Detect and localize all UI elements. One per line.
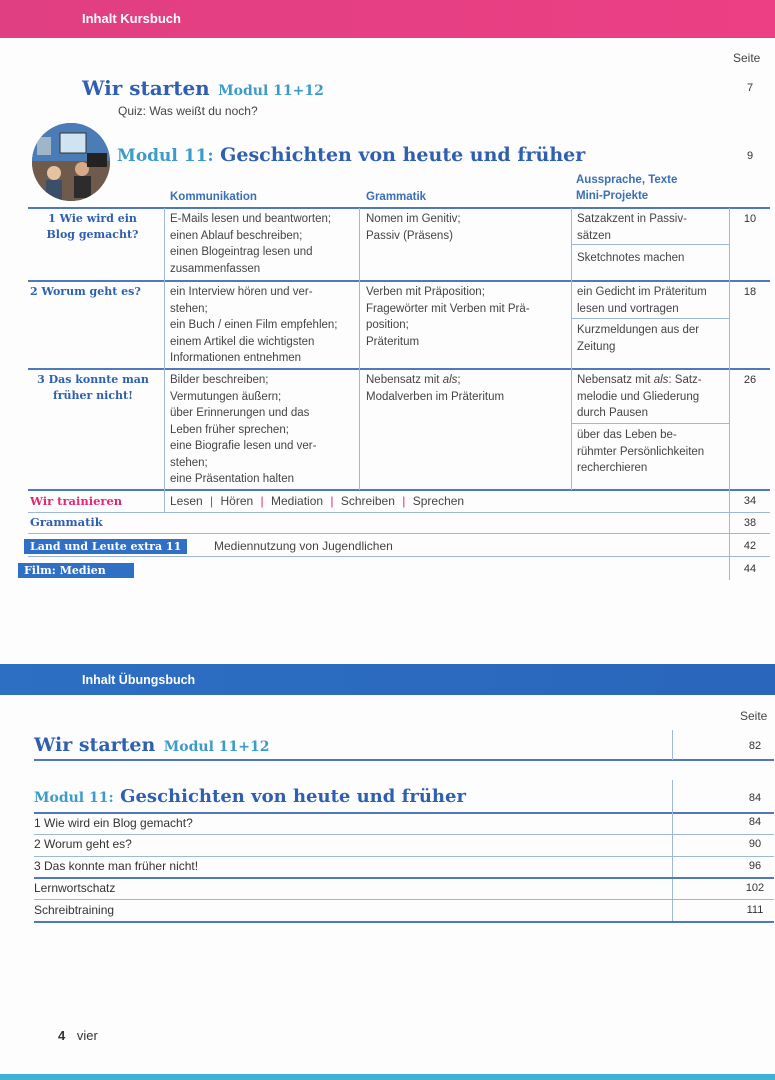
col-header-mini-projekte: Mini-Projekte (576, 190, 649, 202)
row-rule-4 (28, 512, 770, 513)
cell-line: sätzen (577, 229, 611, 242)
col-divider-2 (359, 208, 360, 490)
cell-line: einen Blogeintrag lesen und (170, 246, 313, 258)
land-und-leute-page: 42 (743, 540, 757, 552)
ub-row-rule (34, 899, 774, 900)
skill-mediation[interactable]: Mediation (271, 494, 324, 508)
separator: | (260, 494, 264, 508)
cell-line: Bilder beschreiben; (170, 374, 269, 386)
lesson-2-aussprache (577, 284, 707, 317)
land-und-leute-label[interactable]: Land und Leute extra 11 (24, 539, 187, 554)
lesson-1-page: 10 (743, 213, 757, 225)
ub-row-1-page: 84 (748, 816, 762, 828)
grammatik-label[interactable]: Grammatik (30, 515, 103, 529)
lesson-1-aussprache (577, 211, 687, 244)
text-run: : Satz- (668, 374, 702, 386)
modul-11-heading[interactable] (117, 144, 585, 166)
wir-starten-page: 7 (746, 82, 754, 94)
film-label[interactable]: Film: Medien (18, 563, 134, 578)
modul-11-page: 9 (746, 150, 754, 162)
ub-row-schreibtraining-page: 111 (746, 904, 764, 916)
row-rule-5 (28, 533, 770, 534)
skill-hoeren[interactable]: Hören (220, 494, 254, 508)
lesson-3-aussprache (577, 372, 702, 422)
ub-wir-starten-heading[interactable] (34, 734, 269, 756)
ub-row-schreibtraining[interactable]: Schreibtraining (34, 903, 115, 917)
lesson-2-title-line-1: 2 Worum geht es? (30, 285, 141, 298)
ub-modul-rule (34, 812, 774, 814)
ub-row-3-page: 96 (748, 860, 762, 872)
cell-line: recherchieren (577, 462, 648, 474)
italic-als: als (442, 374, 458, 386)
cell-line: Kurzmeldungen aus der (577, 324, 700, 336)
cell-line: einem Artikel die wichtigsten (170, 335, 315, 348)
ub-row-2[interactable]: 2 Worum geht es? (34, 837, 132, 851)
wir-trainieren-label[interactable]: Wir trainieren (30, 494, 123, 508)
ub-bottom-rule (34, 921, 774, 923)
lesson-3-mini-projekt (577, 427, 704, 477)
page-number: 4 (58, 1028, 66, 1043)
ub-wir-starten-rule (34, 759, 774, 761)
separator: | (210, 494, 214, 508)
land-und-leute-text: Mediennutzung von Jugendlichen (214, 539, 393, 553)
modul-11-title: Geschichten von heute und früher (220, 144, 586, 166)
cell-line: Informationen entnehmen (170, 352, 302, 364)
sub-rule-1 (571, 244, 729, 245)
lesson-2-kommunikation (170, 284, 337, 367)
kursbuch-header-bar (0, 0, 775, 38)
ub-row-3[interactable]: 3 Das konnte man früher nicht! (34, 859, 199, 873)
row-rule-2 (28, 368, 770, 370)
cell-line: lesen und vortragen (577, 302, 679, 315)
cell-line: Präteritum (366, 335, 420, 348)
cell-line: Modalverben im Präteritum (366, 390, 505, 403)
cell-line: Zeitung (577, 340, 616, 353)
module-photo (32, 123, 110, 201)
lesson-3-page: 26 (743, 374, 757, 386)
wir-trainieren-skills (170, 494, 464, 508)
cell-line (366, 372, 504, 389)
modul-11-prefix: Modul 11: (117, 146, 214, 166)
ub-modul-11-page: 84 (748, 792, 762, 804)
wir-starten-heading[interactable] (82, 76, 324, 100)
lesson-1-title[interactable] (30, 211, 155, 243)
ub-modul-11-prefix: Modul 11: (34, 790, 114, 806)
cell-line: Nomen im Genitiv; (366, 213, 461, 225)
cell-line: position; (366, 319, 409, 331)
uebungsbuch-seite-label: Seite (740, 709, 768, 723)
lesson-2-page: 18 (743, 286, 757, 298)
uebungsbuch-header-bar (0, 664, 775, 695)
ub-row-2-page: 90 (748, 838, 762, 850)
cell-line: über Erinnerungen und das (170, 407, 310, 419)
cell-line: Vermutungen äußern; (170, 390, 282, 403)
cell-line: Satzakzent in Passiv- (577, 213, 687, 225)
lesson-3-title-line-2: früher nicht! (53, 389, 133, 402)
ub-wir-starten-page: 82 (748, 740, 762, 752)
row-rule-6 (28, 556, 770, 557)
cell-line: Fragewörter mit Verben mit Prä- (366, 302, 530, 315)
ub-row-lernwortschatz[interactable]: Lernwortschatz (34, 881, 116, 895)
uebungsbuch-header-title: Inhalt Übungsbuch (82, 673, 196, 687)
bottom-color-strip (0, 1074, 775, 1080)
cell-line: rühmter Persönlichkeiten (577, 445, 705, 458)
lesson-1-title-line-1: 1 Wie wird ein (48, 212, 137, 225)
col-header-kommunikation: Kommunikation (170, 191, 257, 203)
cell-line: E-Mails lesen und beantworten; (170, 213, 332, 225)
ub-row-rule (34, 834, 774, 835)
ub-row-1[interactable]: 1 Wie wird ein Blog gemacht? (34, 816, 193, 830)
lesson-1-mini-projekt (577, 250, 684, 267)
cell-line: melodie und Gliederung (577, 390, 700, 403)
lesson-2-mini-projekt (577, 322, 699, 355)
sub-rule-3 (571, 423, 729, 424)
classroom-photo-icon (32, 123, 110, 201)
lesson-3-kommunikation (170, 372, 316, 488)
cell-line: ein Buch / einen Film empfehlen; (170, 319, 338, 331)
col-divider-3 (571, 208, 572, 490)
quiz-subtitle: Quiz: Was weißt du noch? (118, 104, 258, 118)
film-page: 44 (743, 563, 757, 575)
lesson-2-grammatik (366, 284, 530, 350)
ub-col-divider-1 (672, 730, 673, 760)
text-run: ; (457, 374, 461, 386)
cell-line (577, 372, 702, 389)
cell-line: Verben mit Präposition; (366, 286, 485, 298)
cell-line: zusammenfassen (170, 262, 261, 275)
lesson-3-title-line-1: 3 Das konnte man (37, 373, 149, 386)
ub-modul-11-heading[interactable] (34, 786, 466, 807)
cell-line: Passiv (Präsens) (366, 229, 453, 242)
page-footer (58, 1028, 98, 1043)
ub-row-lernwortschatz-page: 102 (745, 882, 765, 894)
cell-line: Sketchnotes machen (577, 252, 685, 264)
text-run: Nebensatz mit (577, 374, 654, 386)
cell-line: über das Leben be- (577, 429, 677, 441)
ub-wir-starten-modul: Modul 11+12 (163, 739, 270, 755)
wir-trainieren-page: 34 (743, 495, 757, 507)
text-run: Nebensatz mit (366, 374, 443, 386)
separator: | (330, 494, 334, 508)
grammatik-page: 38 (743, 517, 757, 529)
lesson-3-grammatik (366, 372, 504, 405)
cell-line: stehen; (170, 456, 208, 469)
cell-line: durch Pausen (577, 407, 648, 419)
skill-sprechen[interactable]: Sprechen (412, 494, 465, 508)
italic-als: als (653, 374, 669, 386)
lesson-1-grammatik (366, 211, 461, 244)
col-divider-1 (164, 208, 165, 512)
cell-line: einen Ablauf beschreiben; (170, 229, 303, 242)
separator: | (402, 494, 406, 508)
cell-line: stehen; (170, 302, 208, 315)
skill-lesen[interactable]: Lesen (170, 494, 203, 508)
sub-rule-2 (571, 318, 729, 319)
row-rule-3 (28, 489, 770, 491)
col-header-grammatik: Grammatik (366, 191, 427, 203)
wir-starten-title: Wir starten (82, 76, 210, 100)
cell-line: eine Biografie lesen und ver- (170, 440, 317, 452)
cell-line: Leben früher sprechen; (170, 423, 289, 436)
page-word: vier (76, 1028, 98, 1043)
row-rule-1 (28, 280, 770, 282)
kursbuch-seite-label: Seite (733, 51, 761, 65)
cell-line: eine Präsentation halten (170, 473, 295, 485)
lesson-2-title[interactable] (30, 284, 160, 300)
cell-line: ein Gedicht im Präteritum (577, 286, 707, 298)
ub-row-rule (34, 877, 774, 879)
ub-wir-starten-title: Wir starten (34, 734, 156, 756)
ub-row-rule (34, 856, 774, 857)
col-header-aussprache: Aussprache, Texte (576, 174, 678, 186)
lesson-1-kommunikation (170, 211, 331, 277)
skill-schreiben[interactable]: Schreiben (340, 494, 395, 508)
cell-line: ein Interview hören und ver- (170, 286, 313, 298)
kursbuch-header-title: Inhalt Kursbuch (82, 11, 181, 26)
lesson-1-title-line-2: Blog gemacht? (46, 228, 139, 241)
ub-col-divider-2 (672, 780, 673, 922)
lesson-3-title[interactable] (26, 372, 160, 404)
table-top-rule (28, 207, 770, 209)
ub-modul-11-title: Geschichten von heute und früher (120, 786, 466, 807)
wir-starten-modul: Modul 11+12 (218, 83, 324, 99)
